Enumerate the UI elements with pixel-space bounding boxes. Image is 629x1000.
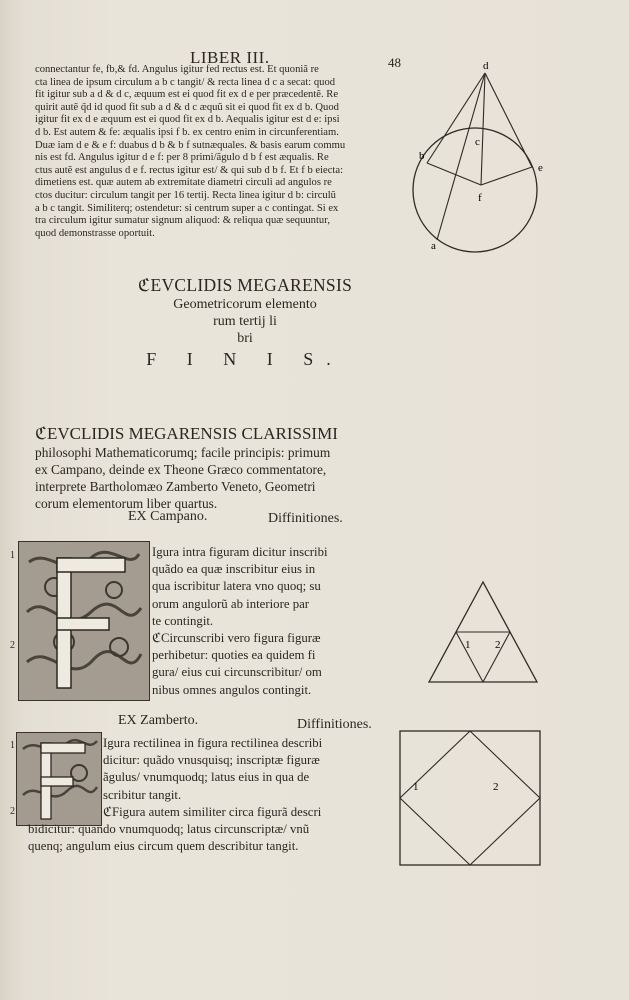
- triangle-label-2: 2: [495, 639, 501, 651]
- liber-tertius-colophon: [95, 275, 395, 370]
- running-head: LIBER III.: [190, 48, 270, 67]
- definition-line: scribitur tangit.: [103, 787, 182, 802]
- colophon-line: Geometricorum elemento: [173, 297, 317, 312]
- definitions-zamberto-continued: [28, 821, 309, 855]
- initial-letter-f-small: F: [21, 821, 22, 822]
- book-title-line: corum elementorum liber quartus.: [35, 496, 218, 511]
- colophon-line: rum tertij li: [213, 314, 277, 329]
- proof-line: Duæ iam d e & e f: duabus d b & b f sutnæquales. & basis earum commu: [35, 139, 346, 151]
- colophon-title: ℭEVCLIDIS MEGARENSIS: [137, 275, 353, 295]
- finis-text: F I N I S.: [146, 349, 344, 369]
- definition-line: perhibetur: quoties ea quidem fi: [152, 648, 316, 663]
- proof-line: a b c tangit. Similiterq; ostendetur: si centrum super a c contingat. Si ex: [35, 202, 339, 214]
- inscribed-square-figure: [397, 728, 545, 870]
- book-title-line: interprete Bartholomæo Zamberto Veneto, Geometri: [35, 479, 316, 494]
- figure-label-a: a: [431, 240, 436, 252]
- definition-line: ℭCircunscribi vero figura figuræ: [152, 631, 321, 646]
- proof-line: tra circulum igitur sumatur signum aliquod: & reliqua quæ sequuntur,: [35, 215, 330, 227]
- definition-line: qua iscribitur latera vno quoq; su: [152, 579, 321, 594]
- definition-line: Igura rectilinea in figura rectilinea describi: [103, 736, 323, 750]
- colophon-line: bri: [237, 331, 253, 346]
- book-title-heading: ℭEVCLIDIS MEGARENSIS CLARISSIMI: [35, 424, 338, 443]
- definition-line: quenq; angulum eius circum quem describitur tangit.: [28, 839, 299, 854]
- book-title-line: philosophi Mathematicorumq; facile principis: primum: [35, 445, 331, 460]
- margin-number: 2: [10, 640, 15, 651]
- proof-line: nis est fd. Angulus igitur d e f: per 8 primi/ãgulo d b f est æqualis. Re: [35, 152, 329, 164]
- proof-line: fit igitur sub a d & d c, æquum est ei quod fit ex d e per præcedentẽ. Re: [35, 89, 339, 101]
- proof-line: cta linea de ipsum circulum a b c tangit/ & recta linea d c a secat: quod: [35, 76, 336, 88]
- proof-paragraph: [35, 64, 415, 240]
- proof-line: quirit autẽ q̃d id quod fit sub a d & d c æquũ sit ei quod fit ex d b. Quod: [35, 101, 339, 113]
- proof-line: d b. Est autem & fe: æqualis ipsi f b. ex centro enim in circunferentiam.: [35, 126, 339, 138]
- definition-line: ãgulus/ vnumquodq; latus eius in qua de: [103, 770, 310, 785]
- figure-label-b: b: [419, 150, 425, 162]
- definition-line: nibus omnes angulos contingit.: [152, 682, 312, 697]
- definitions-zamberto: [103, 735, 322, 821]
- definition-line: te contingit.: [152, 613, 214, 628]
- margin-number: 1: [10, 740, 15, 751]
- figure-label-e: e: [538, 162, 543, 174]
- figure-label-f: f: [478, 192, 482, 204]
- decorated-initial-f: [18, 541, 150, 701]
- book-title-line: ex Campano, deinde ex Theone Græco commentatore,: [35, 462, 327, 477]
- proof-line: ctus autẽ est angulus d e f. rectus igitur est/ & qui sub d b f. Et f b eiecta:: [35, 164, 344, 176]
- section-heading-diffinitiones: Diffinitiones.: [268, 511, 343, 526]
- folio-number: 48: [388, 55, 401, 70]
- inscribed-triangle-figure: [425, 578, 545, 686]
- section-source-zamberto: EX Zamberto.: [118, 713, 199, 728]
- book-four-title: [35, 424, 415, 512]
- proof-line: dimetiens est. quæ autem ab extremitate diametri circuli ad angulos re: [35, 177, 332, 189]
- definition-line: dicitur: quãdo vnusquisq; inscriptæ figuræ: [103, 753, 320, 768]
- initial-letter-f: F: [25, 692, 26, 693]
- proof-line: quod demonstrasse oportuit.: [35, 227, 155, 239]
- square-label-2: 2: [493, 781, 499, 793]
- figure-label-c: c: [475, 136, 480, 148]
- section-heading-diffinitiones: Diffinitiones.: [297, 717, 372, 732]
- definition-line: bidicitur: quando vnumquodq; latus circunscriptæ/ vnũ: [28, 822, 310, 836]
- margin-number: 1: [10, 550, 15, 561]
- margin-number: 2: [10, 806, 15, 817]
- tangent-circle-figure: [405, 55, 555, 260]
- figure-label-d: d: [483, 60, 489, 72]
- square-label-1: 1: [413, 781, 419, 793]
- decorated-initial-f-small: [16, 732, 102, 826]
- definition-line: ℭFigura autem similiter circa figurã descri: [103, 804, 322, 819]
- definition-line: gura/ eius cui circunscribitur/ om: [152, 665, 322, 680]
- definition-line: quãdo ea quæ inscribitur eius in: [152, 562, 316, 577]
- definitions-campano: [152, 544, 328, 699]
- proof-line: connectantur fe, fb,& fd. Angulus igitur fed rectus est. Et quoniã re: [35, 64, 319, 75]
- definition-line: orum angulorũ ab interiore par: [152, 596, 310, 611]
- proof-line: igitur fit ex d e æquum est ei quod fit ex d b. Aequalis igitur est d e: ipsi: [35, 114, 340, 126]
- triangle-label-1: 1: [465, 639, 471, 651]
- proof-line: ctos ducitur: circulum tangit per 16 tertij. Recta linea igitur d b: circulũ: [35, 189, 336, 201]
- definition-line: Igura intra figuram dicitur inscribi: [152, 545, 328, 559]
- section-source-campano: EX Campano.: [128, 509, 208, 524]
